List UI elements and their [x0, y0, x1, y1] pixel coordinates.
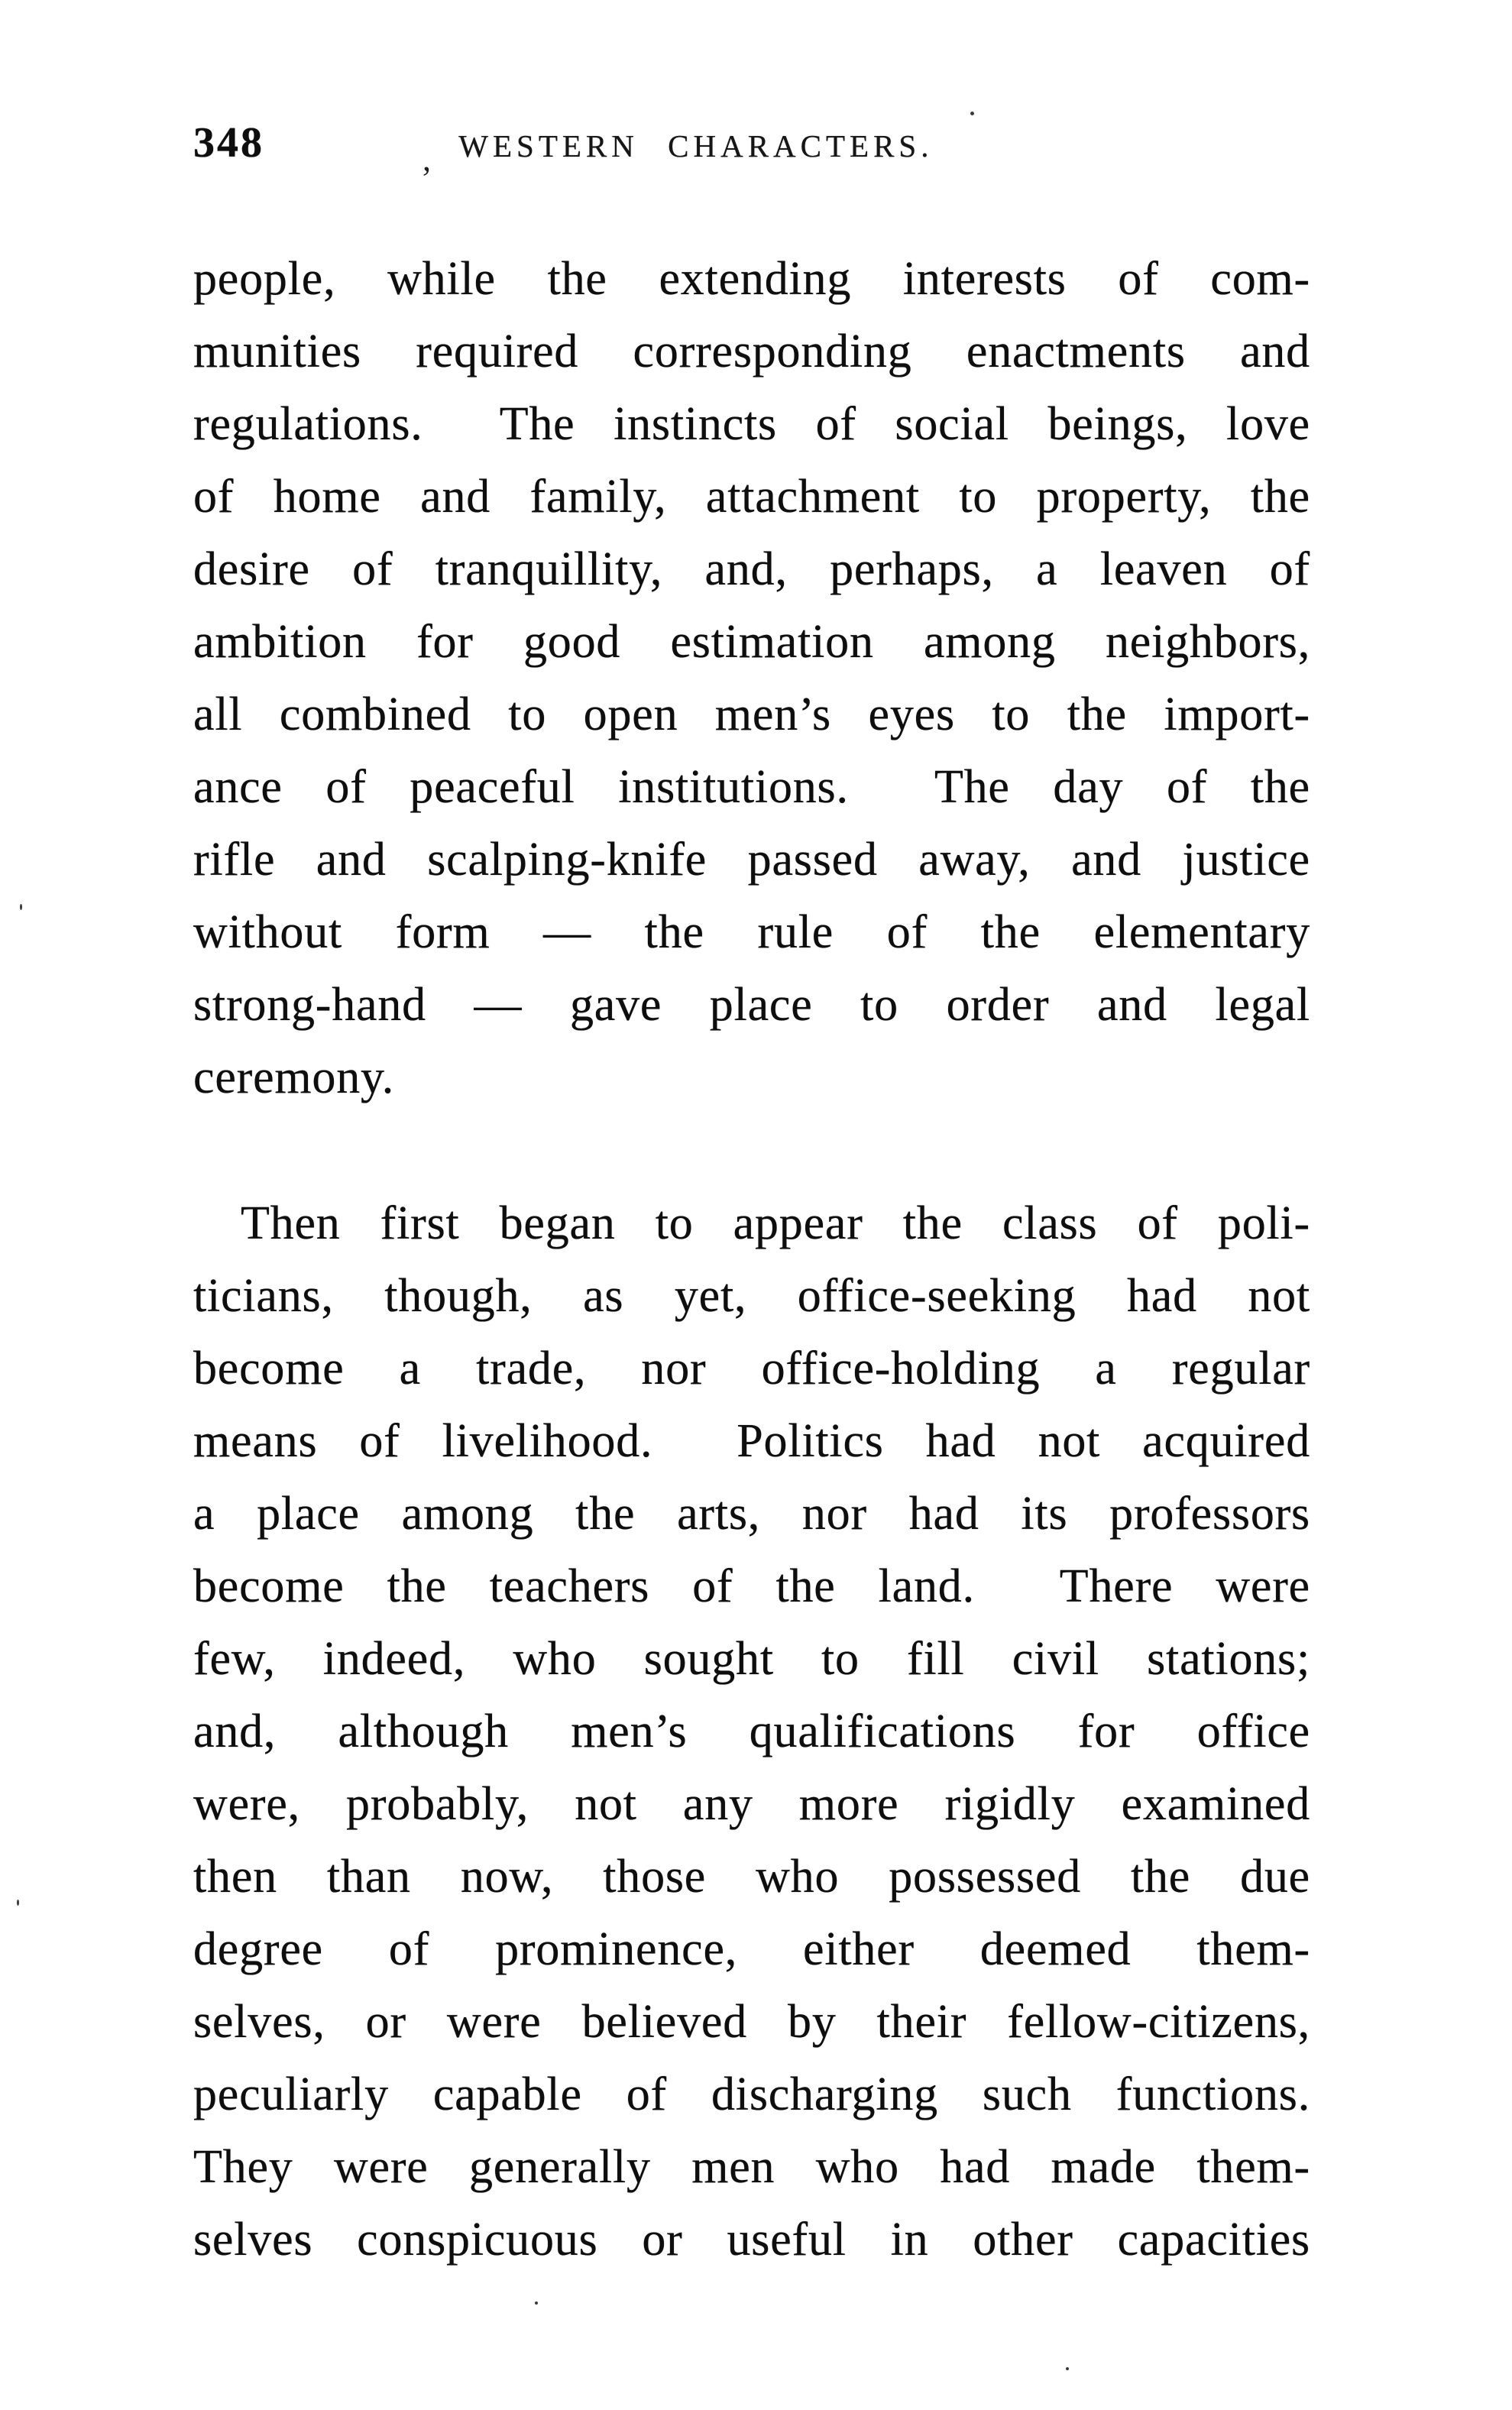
- text-line: Then first began to appear the class of poli-: [241, 1197, 1310, 1249]
- text-line: desire of tranquillity, and, perhaps, a leaven of: [193, 543, 1310, 595]
- text-line: without form — the rule of the elementary: [193, 906, 1310, 958]
- running-head: WESTERN CHARACTERS.: [458, 128, 934, 164]
- text-line: were, probably, not any more rigidly examined: [193, 1778, 1310, 1830]
- text-line: ance of peaceful institutions. The day of the: [193, 761, 1310, 813]
- text-line: ambition for good estimation among neighbors,: [193, 616, 1310, 668]
- scan-speck: [970, 112, 974, 115]
- text-line: munities required corresponding enactments and: [193, 326, 1310, 377]
- text-line: ceremony.: [193, 1051, 395, 1103]
- text-line: degree of prominence, either deemed them-: [193, 1923, 1310, 1975]
- scan-speck: [535, 2301, 538, 2305]
- text-line: regulations. The instincts of social beings, love: [193, 398, 1310, 450]
- text-line: of home and family, attachment to property, the: [193, 471, 1310, 523]
- text-line: strong-hand — gave place to order and legal: [193, 979, 1310, 1031]
- text-line: selves, or were believed by their fellow-citizens,: [193, 1996, 1310, 2048]
- text-line: all combined to open men’s eyes to the import-: [193, 688, 1310, 740]
- text-line: peculiarly capable of discharging such functions.: [193, 2068, 1310, 2120]
- page-header: [193, 118, 1310, 187]
- text-line: become a trade, nor office-holding a regular: [193, 1343, 1310, 1394]
- text-line: ticians, though, as yet, office-seeking had not: [193, 1270, 1310, 1322]
- text-line: and, although men’s qualifications for office: [193, 1705, 1310, 1757]
- text-line: a place among the arts, nor had its professors: [193, 1488, 1310, 1540]
- page-number: 348: [193, 119, 264, 167]
- body-text: [193, 243, 1310, 2276]
- paragraph: [193, 1187, 1310, 2276]
- text-line: selves conspicuous or useful in other capacities: [193, 2214, 1310, 2266]
- stray-ink-mark: ,: [423, 141, 431, 178]
- text-line: They were generally men who had made them-: [193, 2141, 1310, 2193]
- text-line: few, indeed, who sought to fill civil stations;: [193, 1633, 1310, 1685]
- scan-speck: [1066, 2367, 1069, 2370]
- text-line: become the teachers of the land. There were: [193, 1560, 1310, 1612]
- scan-speck: [20, 904, 22, 910]
- text-line: then than now, those who possessed the due: [193, 1851, 1310, 1903]
- text-line: people, while the extending interests of com-: [193, 253, 1310, 305]
- paragraph: [193, 243, 1310, 1114]
- text-line: means of livelihood. Politics had not acquired: [193, 1415, 1310, 1467]
- scan-speck: [17, 1900, 19, 1906]
- text-line: rifle and scalping-knife passed away, and justice: [193, 834, 1310, 886]
